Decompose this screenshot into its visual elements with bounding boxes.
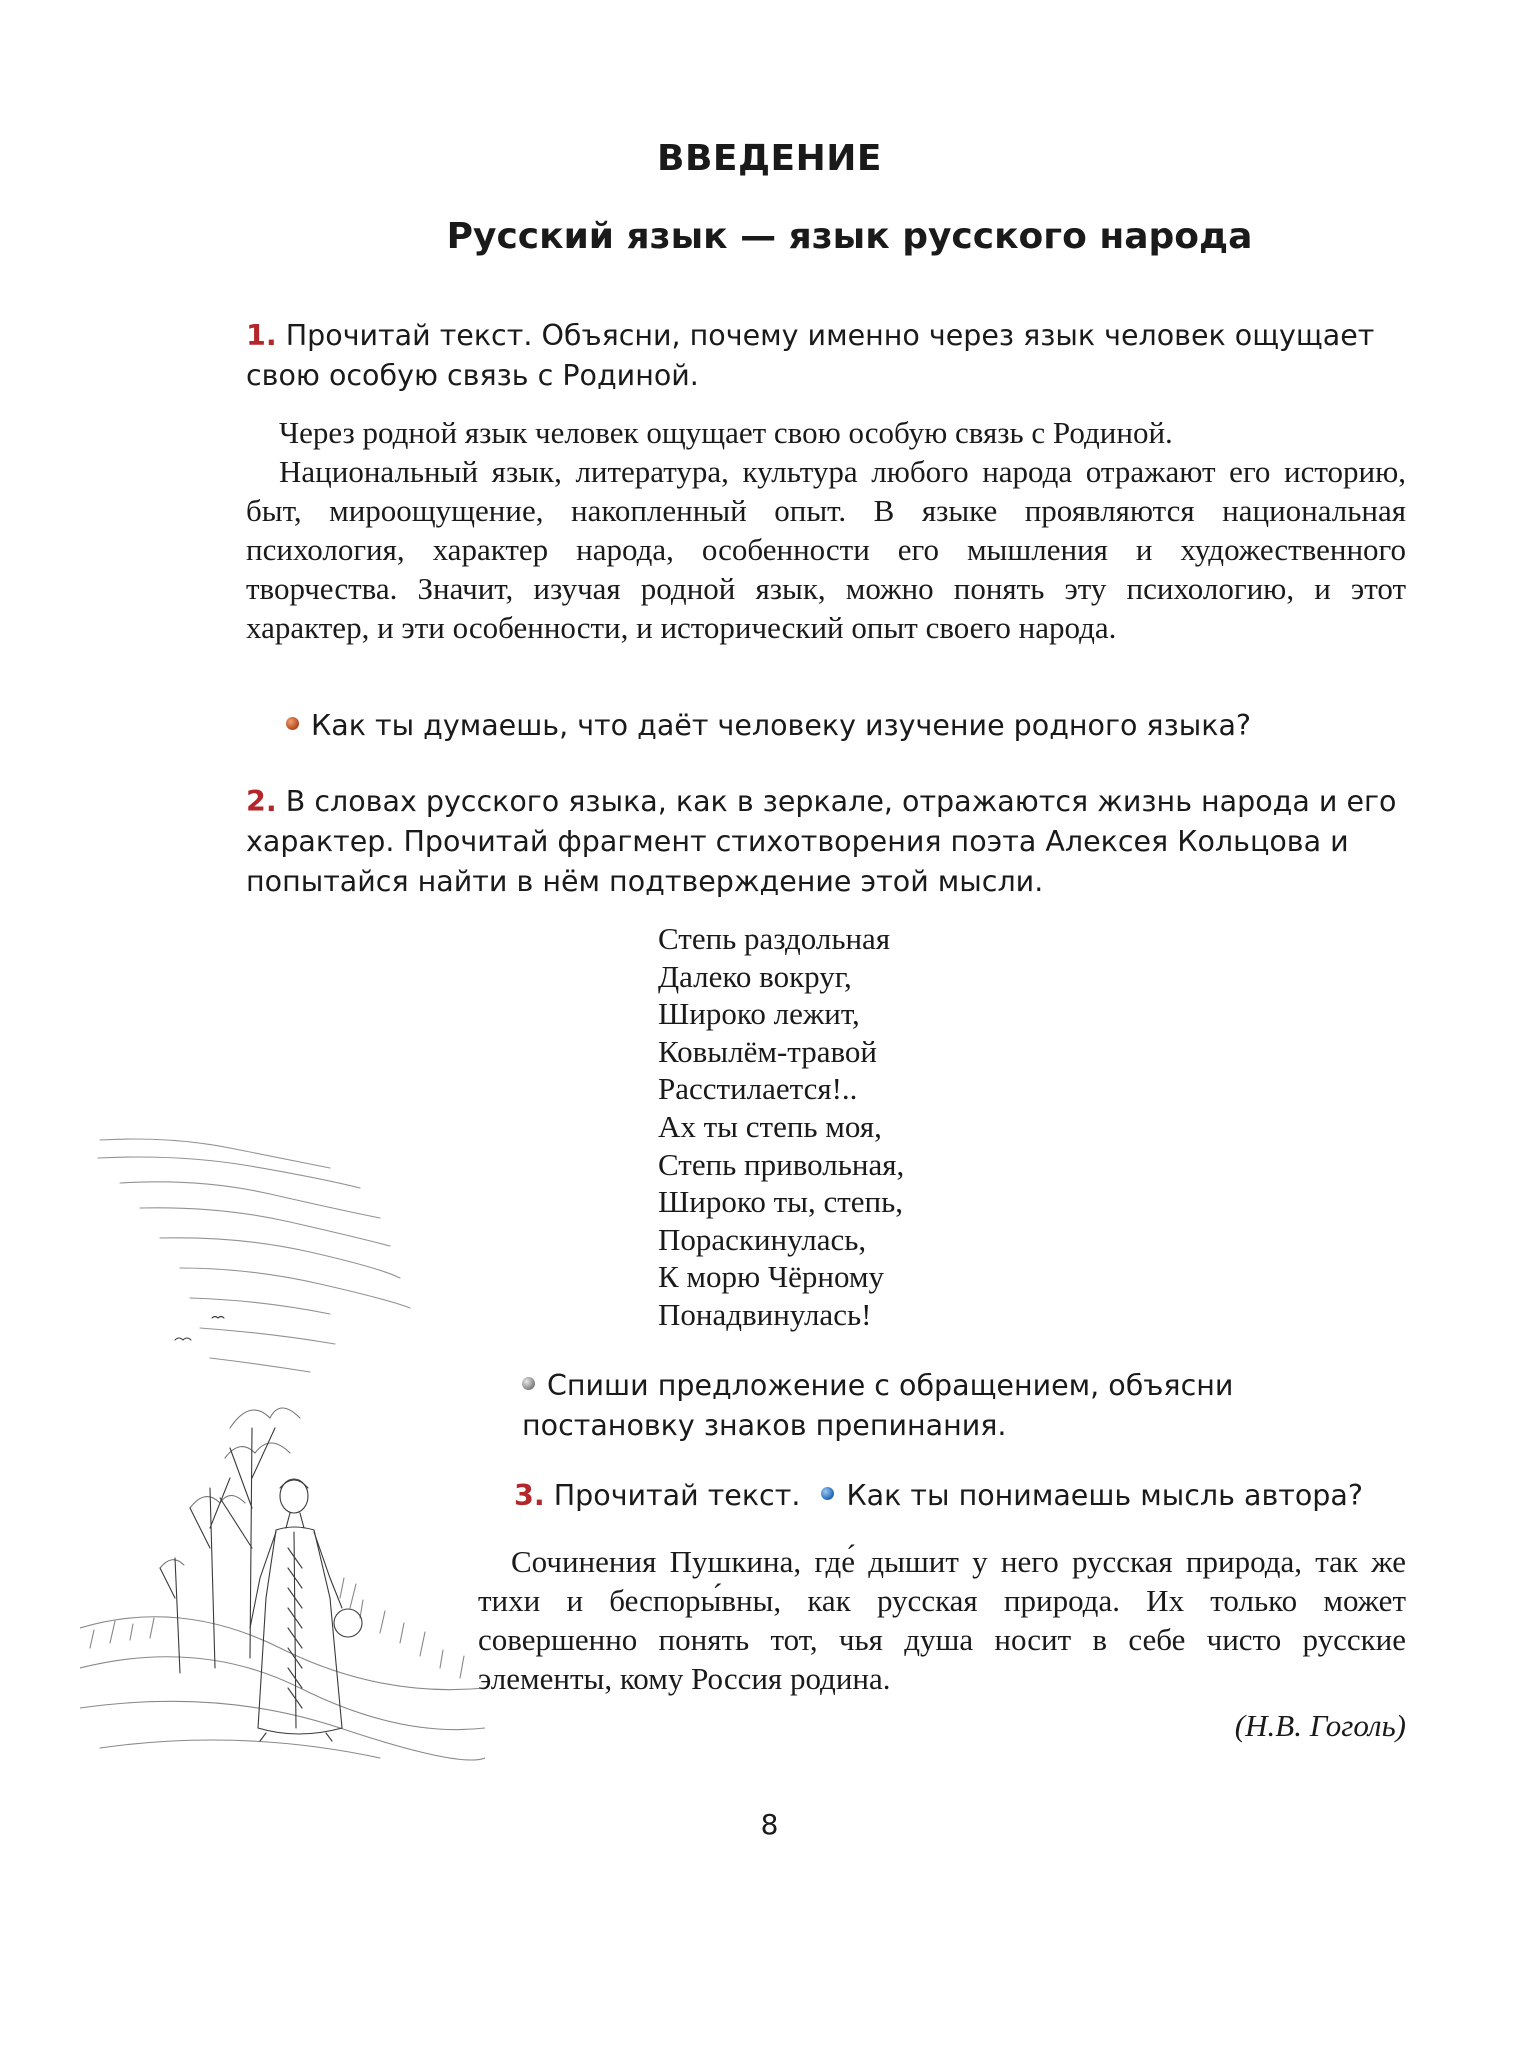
question-text: Как ты понимаешь мысль автора?	[846, 1479, 1363, 1512]
paragraph: Через родной язык человек ощущает свою особую связь с Родиной.	[279, 415, 1173, 450]
poem-line: Широко ты, степь,	[658, 1184, 904, 1220]
poem-line: Понадвинулась!	[658, 1296, 872, 1332]
task-number: 1.	[246, 319, 277, 352]
poem-line: Степь привольная,	[658, 1146, 905, 1182]
section-subtitle: Русский язык — язык русского народа	[446, 216, 1253, 257]
bullet-icon	[286, 717, 299, 730]
task-3-text	[478, 1542, 1406, 1698]
quote-author: (Н.В. Гоголь)	[1234, 1708, 1406, 1743]
task-text: Прочитай текст. Объясни, почему именно через язык человек ощущает свою особую связь с Родиной.	[246, 319, 1375, 392]
poem-line: К морю Чёрному	[658, 1259, 884, 1295]
question-text: Как ты думаешь, что даёт человеку изучение родного языка?	[311, 709, 1252, 742]
task-2-question	[522, 1366, 1406, 1446]
poem-line: Пораскинулась,	[658, 1221, 867, 1257]
task-1-question	[286, 706, 1251, 746]
task-3-instruction	[514, 1476, 1414, 1516]
poem-line: Ковылём-травой	[658, 1033, 877, 1069]
task-2-instruction	[246, 782, 1406, 902]
poem	[658, 920, 904, 1334]
paragraph: Сочинения Пушкина, где́ дышит у него русская природа, так же тихи и беспоры́вны, как русская природа. Их только может совершенно понять тот, чья душа носит в себе чисто русские элементы, кому Россия родина.	[478, 1544, 1406, 1696]
poem-line: Далеко вокруг,	[658, 958, 852, 994]
task-number: 3.	[514, 1479, 545, 1512]
task-number: 2.	[246, 785, 277, 818]
task-text: В словах русского языка, как в зеркале, отражаются жизнь народа и его характер. Прочитай фрагмент стихотворения поэта Алексея Кольцова и попытайся найти в нём подтверждение этой мысли.	[246, 785, 1397, 898]
poem-line: Ах ты степь моя,	[658, 1108, 882, 1144]
task-1-text	[246, 413, 1406, 647]
girl-in-steppe-illustration	[80, 1128, 485, 1768]
task-1-instruction	[246, 316, 1406, 396]
poem-line: Расстилается!..	[658, 1071, 858, 1107]
poem-line: Широко лежит,	[658, 996, 860, 1032]
page-title: ВВЕДЕНИЕ	[657, 138, 882, 179]
question-text: Спиши предложение с обращением, объясни постановку знаков препинания.	[522, 1369, 1234, 1442]
paragraph: Национальный язык, литература, культура любого народа отражают его историю, быт, мироощущение, накопленный опыт. В языке проявляются национальная психология, характер народа, особенности его мышления и художественного творчества. Значит, изучая родной язык, можно понять эту психологию, и этот характер, и эти особенности, и исторический опыт своего народа.	[246, 454, 1406, 645]
task-text: Прочитай текст.	[553, 1479, 801, 1512]
bullet-icon	[821, 1487, 834, 1500]
bullet-icon	[522, 1377, 535, 1390]
page-number: 8	[760, 1808, 779, 1841]
poem-line: Степь раздольная	[658, 921, 891, 956]
